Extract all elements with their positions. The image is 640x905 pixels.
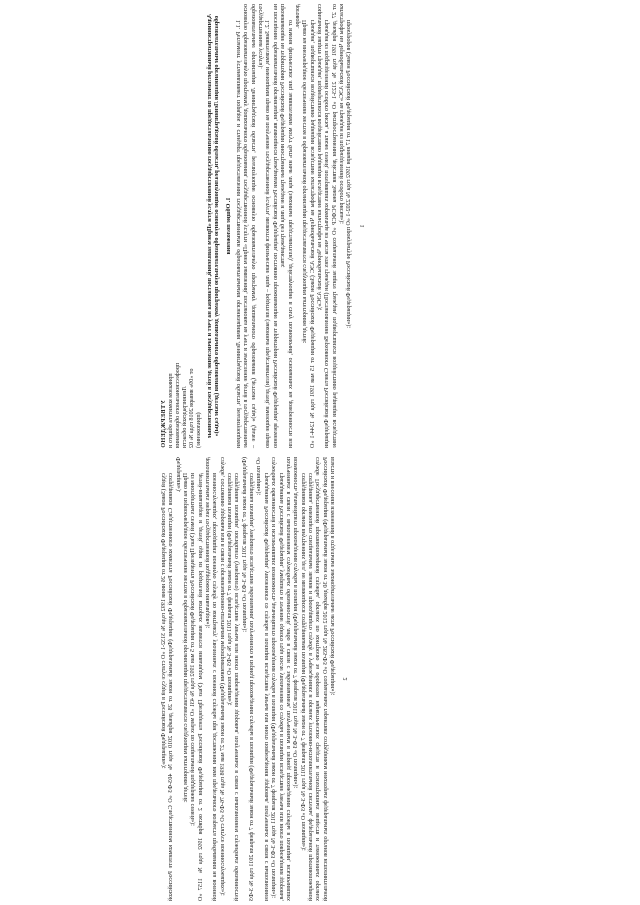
list-item: детей-инвалидов и детей, один из родителей которых является инвалидом (Указ Президента Российской Федерации от 2 октября 1992 года № 1157 «О дополнительных мерах государственной поддержки инвалидов»);	[197, 457, 212, 901]
regulation-title: Административный регламент по предоставлению государственной услуги «Прием заявлений, постановка на учет и зачисление детей в государственные образовательные организации Ленинградской области, реализующие основную образовательную программу дошкольного образования (детские сады)»	[206, 13, 220, 439]
list-item: сотрудников полиции (Федеральный закон от 7 февраля 2011 года № 3-ФЗ «О полиции»);	[227, 473, 234, 706]
paragraph: от имени физических лиц заявителями могут быть иные лица (законные представители), действующие в силу полномочий, основанных на доверенности или договоре.	[287, 4, 301, 448]
list-item: из многодетных семей (Указ Президента Российской Федерации от 5 мая 1992 года № 431 «О мерах по социальной поддержке семей»);	[190, 473, 197, 826]
paragraph: Право на первоочередное обеспечение местом в образовательной организации предоставляется следующим категориям детей:	[183, 473, 190, 803]
approval-line: приказом комитета общего и	[168, 373, 175, 448]
page-number: 2	[343, 677, 350, 681]
list-item: сотрудников Следственного комитета Российской Федерации (Федеральный закон от 28 декабря 2010 года № 403-ФЗ «О Следственном комитете Российской Федерации»).	[168, 457, 182, 901]
approval-line: профессионального образования	[175, 362, 182, 448]
approval-line: (приложение)	[196, 412, 203, 448]
list-item: сотрудника полиции, погибшего (умершего) вследствие увечья или иного повреждения здоровья, полученных в связи с выполнением служебных обязанностей (Федеральный закон от 7 февраля 2011 года № 3-ФЗ «О полиции»);	[234, 457, 248, 901]
paragraph: 1.1. Регламент устанавливает порядок и стандарт предоставления государственными образовательными организациями Ленинградской области, реализующими основную образовательную программу дошкольного образования, государственной услуги «Прием заявлений, постановка на учет и зачисление детей в государственные образовательные организации Ленинградской области, реализующие основную образовательную программу дошкольного образования (детские сады)» (далее – государственная услуга).	[236, 4, 265, 448]
list-item: гражданина Российской Федерации, уволенного со службы в полиции вследствие увечья или иного повреждения здоровья, полученных в связи с выполнением служебных обязанностей и исключивших возможность дальнейшего прохождения службы в полиции (Федеральный закон от 7 февраля 2011 года № 3-ФЗ «О полиции»);	[263, 457, 278, 901]
list-item: граждан, подвергшихся воздействию радиации вследствие катастрофы на Чернобыльской АЭС (Закон Российской Федерации от 15 мая 1991 года № 1244-1 «О социальной защите граждан, подвергшихся воздействию радиации вследствие катастрофы на Чернобыльской АЭС»);	[309, 4, 323, 448]
approval-line: от «09» января 2018 года № 02	[189, 368, 196, 448]
list-item: сотрудника полиции, умершего вследствие заболевания, полученного в период прохождения службы в полиции (Федеральный закон от 7 февраля 2011 года № 3-ФЗ «О полиции»);	[249, 457, 263, 901]
paragraph: 1.2. Заявителями, имеющими право на получение государственной услуги, являются физические лица – родители (законные представители) детей, имеющие право на посещение образовательной организации, являющиеся гражданами Российской Федерации, постоянно проживающие на территории Российской Федерации, временно проживающие на территории Российской Федерации иностранные граждане и лица без гражданства;	[265, 4, 287, 448]
list-item: судей (Закон Российской Федерации от 26 июня 1992 года № 3132-1 «О статусе судей в Российской Федерации»);	[161, 473, 167, 769]
page-number: 1	[359, 224, 366, 228]
approval-line: Ленинградской области	[182, 386, 189, 448]
list-item: прокуроров (Закон Российской Федерации от 17 января 1992 года № 2202-1 «О прокуратуре Российской Федерации»);	[346, 20, 353, 328]
list-item: гражданина Российской Федерации, умершего в течение одного года после увольнения со службы в полиции вследствие увечья или иного повреждения здоровья, полученных в связи с выполнением служебных обязанностей, либо в связи с заболеванием, полученным в период прохождения службы в полиции, исключивших возможность дальнейшего прохождения службы в полиции (Федеральный закон от 7 февраля 2011 года № 3-ФЗ «О полиции»);	[278, 457, 300, 901]
list-item: военнослужащих, проходящих военную службу по контракту, уволенных с военной службы при достижении ими предельного возраста пребывания на военной службе, состоянию здоровья или в связи с организационно-штатными мероприятиями (Федеральный закон от 27 мая 1998 года № 76-ФЗ «О статусе военнослужащих»);	[212, 457, 226, 901]
list-item: сотрудников органов внутренних дел, не являющихся сотрудниками полиции (Федеральный закон от 7 февраля 2011 года № 3-ФЗ «О полиции»);	[300, 473, 307, 851]
section-heading: 1. Общие положения	[225, 197, 232, 255]
approval-stamp	[161, 4, 204, 448]
list-item: граждан из подразделений особого риска, а также семей, потерявших кормильца из числа этих граждан (Постановление Верховного Совета Российской Федерации от 27 декабря 1991 года № 2123-1 «О распространении действия Закона РСФСР «О социальной защите граждан, подвергшихся воздействию радиации вследствие катастрофы на Чернобыльской АЭС» на граждан из подразделений особого риска»);	[324, 4, 345, 448]
paragraph: Право на внеочередное обеспечение местом в образовательной организации предоставляется следующим категориям детей:	[302, 20, 309, 344]
document-page-2	[161, 453, 479, 905]
list-item: сотрудника, имеющего специальные звания и проходящего службу в учреждениях и органах уголовно-исполнительной системы, федеральной противопожарной службе Государственной противопожарной службы, органах по контролю за оборотом наркотических средств и психотропных веществ и таможенных органах Российской Федерации (Федеральный закон от 30 декабря 2012 года № 283-ФЗ «О социальных гарантиях сотрудникам некоторых федеральных органов исполнительной власти и внесении изменений в отдельные законодательные акты Российской Федерации»);	[307, 457, 336, 901]
approval-heading: УТВЕРЖДЕНО	[161, 400, 167, 448]
document-page-1	[161, 0, 479, 452]
